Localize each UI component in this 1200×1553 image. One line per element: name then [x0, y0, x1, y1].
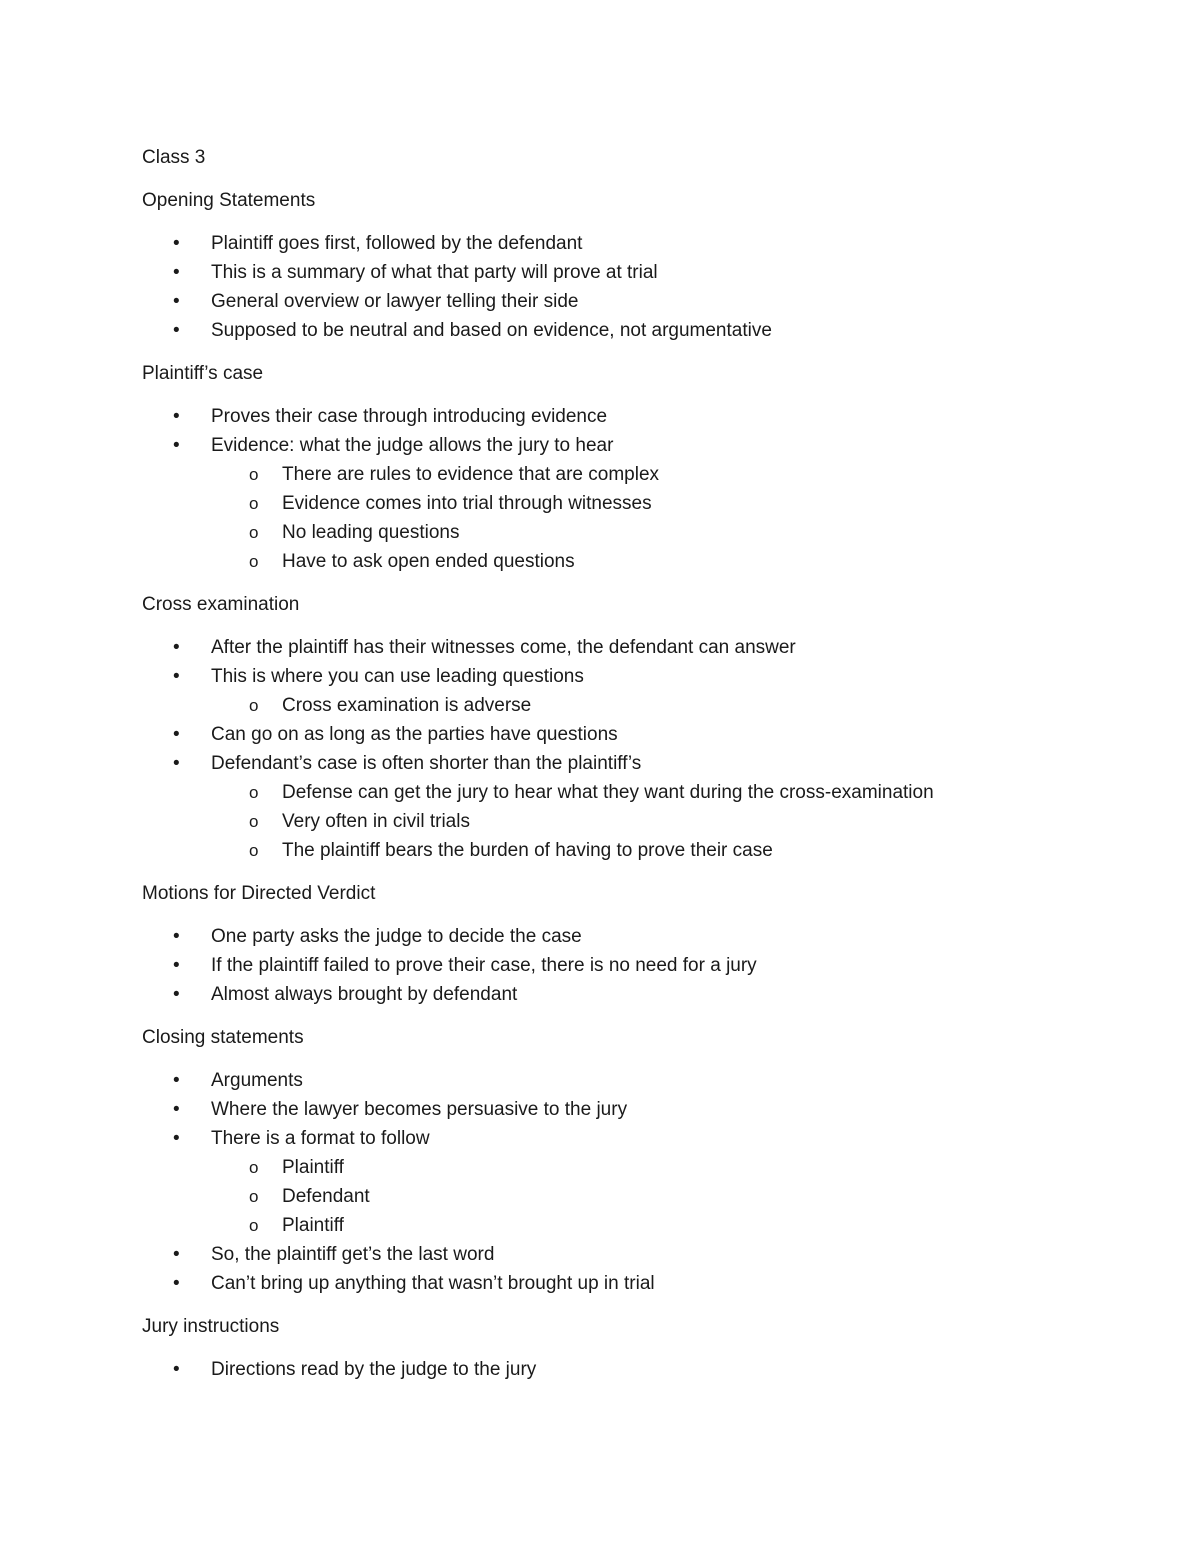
bullet-item	[142, 402, 1102, 431]
bullet-item	[142, 1066, 1102, 1095]
bullet-dot-icon: •	[173, 1244, 180, 1265]
sub-bullet-text: The plaintiff bears the burden of having to prove their case	[282, 840, 773, 861]
bullet-dot-icon: •	[173, 926, 180, 947]
document-body	[142, 143, 1102, 1398]
sub-bullet-text: Plaintiff	[282, 1215, 344, 1236]
bullet-dot-icon: •	[173, 291, 180, 312]
bullet-item	[142, 1124, 1102, 1153]
sub-bullet-item	[142, 1153, 1102, 1182]
sub-bullet-item	[142, 691, 1102, 720]
bullet-text: Directions read by the judge to the jury	[211, 1359, 537, 1380]
bullet-text: Where the lawyer becomes persuasive to the jury	[211, 1099, 628, 1120]
section	[142, 1312, 1102, 1384]
sub-bullet-text: Plaintiff	[282, 1157, 344, 1178]
bullet-item	[142, 316, 1102, 345]
sub-bullet-item	[142, 547, 1102, 576]
bullet-item	[142, 720, 1102, 749]
section-heading: Motions for Directed Verdict	[142, 883, 376, 904]
sub-bullet-text: Very often in civil trials	[282, 811, 470, 832]
bullet-item	[142, 922, 1102, 951]
section-heading: Cross examination	[142, 594, 300, 615]
section	[142, 1023, 1102, 1298]
bullet-text: Supposed to be neutral and based on evidence, not argumentative	[211, 320, 772, 341]
hollow-circle-bullet-icon: o	[249, 841, 259, 860]
bullet-item	[142, 980, 1102, 1009]
bullet-text: After the plaintiff has their witnesses come, the defendant can answer	[211, 637, 796, 658]
bullet-dot-icon: •	[173, 955, 180, 976]
bullet-text: So, the plaintiff get’s the last word	[211, 1244, 495, 1265]
bullet-text: Arguments	[211, 1070, 303, 1091]
hollow-circle-bullet-icon: o	[249, 465, 259, 484]
bullet-text: Proves their case through introducing evidence	[211, 406, 608, 427]
sub-bullet-text: Defendant	[282, 1186, 370, 1207]
bullet-text: Can go on as long as the parties have questions	[211, 724, 618, 745]
bullet-item	[142, 1269, 1102, 1298]
hollow-circle-bullet-icon: o	[249, 812, 259, 831]
bullet-dot-icon: •	[173, 320, 180, 341]
document-title: Class 3	[142, 147, 206, 168]
bullet-text: Almost always brought by defendant	[211, 984, 518, 1005]
bullet-item	[142, 431, 1102, 460]
section	[142, 879, 1102, 1009]
bullet-text: There is a format to follow	[211, 1128, 430, 1149]
sub-bullet-text: There are rules to evidence that are complex	[282, 464, 660, 485]
sub-bullet-item	[142, 1211, 1102, 1240]
sub-bullet-text: Have to ask open ended questions	[282, 551, 575, 572]
bullet-item	[142, 749, 1102, 778]
hollow-circle-bullet-icon: o	[249, 1187, 259, 1206]
section	[142, 186, 1102, 345]
bullet-dot-icon: •	[173, 984, 180, 1005]
bullet-text: Defendant’s case is often shorter than the plaintiff’s	[211, 753, 642, 774]
bullet-dot-icon: •	[173, 637, 180, 658]
bullet-dot-icon: •	[173, 262, 180, 283]
bullet-dot-icon: •	[173, 1070, 180, 1091]
sub-bullet-item	[142, 807, 1102, 836]
bullet-item	[142, 1095, 1102, 1124]
sub-bullet-item	[142, 518, 1102, 547]
sub-bullet-text: Defense can get the jury to hear what they want during the cross-examination	[282, 782, 934, 803]
bullet-text: This is a summary of what that party will prove at trial	[211, 262, 658, 283]
hollow-circle-bullet-icon: o	[249, 523, 259, 542]
bullet-item	[142, 229, 1102, 258]
bullet-item	[142, 633, 1102, 662]
bullet-dot-icon: •	[173, 724, 180, 745]
bullet-text: One party asks the judge to decide the case	[211, 926, 582, 947]
bullet-dot-icon: •	[173, 1273, 180, 1294]
bullet-text: Can’t bring up anything that wasn’t brought up in trial	[211, 1273, 655, 1294]
bullet-text: If the plaintiff failed to prove their case, there is no need for a jury	[211, 955, 757, 976]
bullet-dot-icon: •	[173, 666, 180, 687]
bullet-dot-icon: •	[173, 1099, 180, 1120]
sub-bullet-item	[142, 778, 1102, 807]
section-heading: Jury instructions	[142, 1316, 280, 1337]
bullet-item	[142, 1355, 1102, 1384]
bullet-dot-icon: •	[173, 233, 180, 254]
bullet-item	[142, 951, 1102, 980]
bullet-item	[142, 662, 1102, 691]
section	[142, 359, 1102, 576]
bullet-dot-icon: •	[173, 406, 180, 427]
section-heading: Opening Statements	[142, 190, 316, 211]
sub-bullet-item	[142, 1182, 1102, 1211]
section-heading: Closing statements	[142, 1027, 304, 1048]
sub-bullet-text: Evidence comes into trial through witnesses	[282, 493, 652, 514]
sub-bullet-text: No leading questions	[282, 522, 460, 543]
bullet-item	[142, 1240, 1102, 1269]
bullet-item	[142, 258, 1102, 287]
sub-bullet-text: Cross examination is adverse	[282, 695, 532, 716]
sub-bullet-item	[142, 460, 1102, 489]
sub-bullet-item	[142, 489, 1102, 518]
bullet-text: Evidence: what the judge allows the jury to hear	[211, 435, 614, 456]
bullet-dot-icon: •	[173, 753, 180, 774]
section-heading: Plaintiff’s case	[142, 363, 264, 384]
hollow-circle-bullet-icon: o	[249, 696, 259, 715]
bullet-text: General overview or lawyer telling their side	[211, 291, 579, 312]
hollow-circle-bullet-icon: o	[249, 552, 259, 571]
hollow-circle-bullet-icon: o	[249, 783, 259, 802]
bullet-dot-icon: •	[173, 1128, 180, 1149]
hollow-circle-bullet-icon: o	[249, 494, 259, 513]
bullet-text: Plaintiff goes first, followed by the defendant	[211, 233, 583, 254]
section	[142, 590, 1102, 865]
sub-bullet-item	[142, 836, 1102, 865]
bullet-dot-icon: •	[173, 435, 180, 456]
bullet-item	[142, 287, 1102, 316]
hollow-circle-bullet-icon: o	[249, 1158, 259, 1177]
hollow-circle-bullet-icon: o	[249, 1216, 259, 1235]
bullet-text: This is where you can use leading questions	[211, 666, 584, 687]
bullet-dot-icon: •	[173, 1359, 180, 1380]
